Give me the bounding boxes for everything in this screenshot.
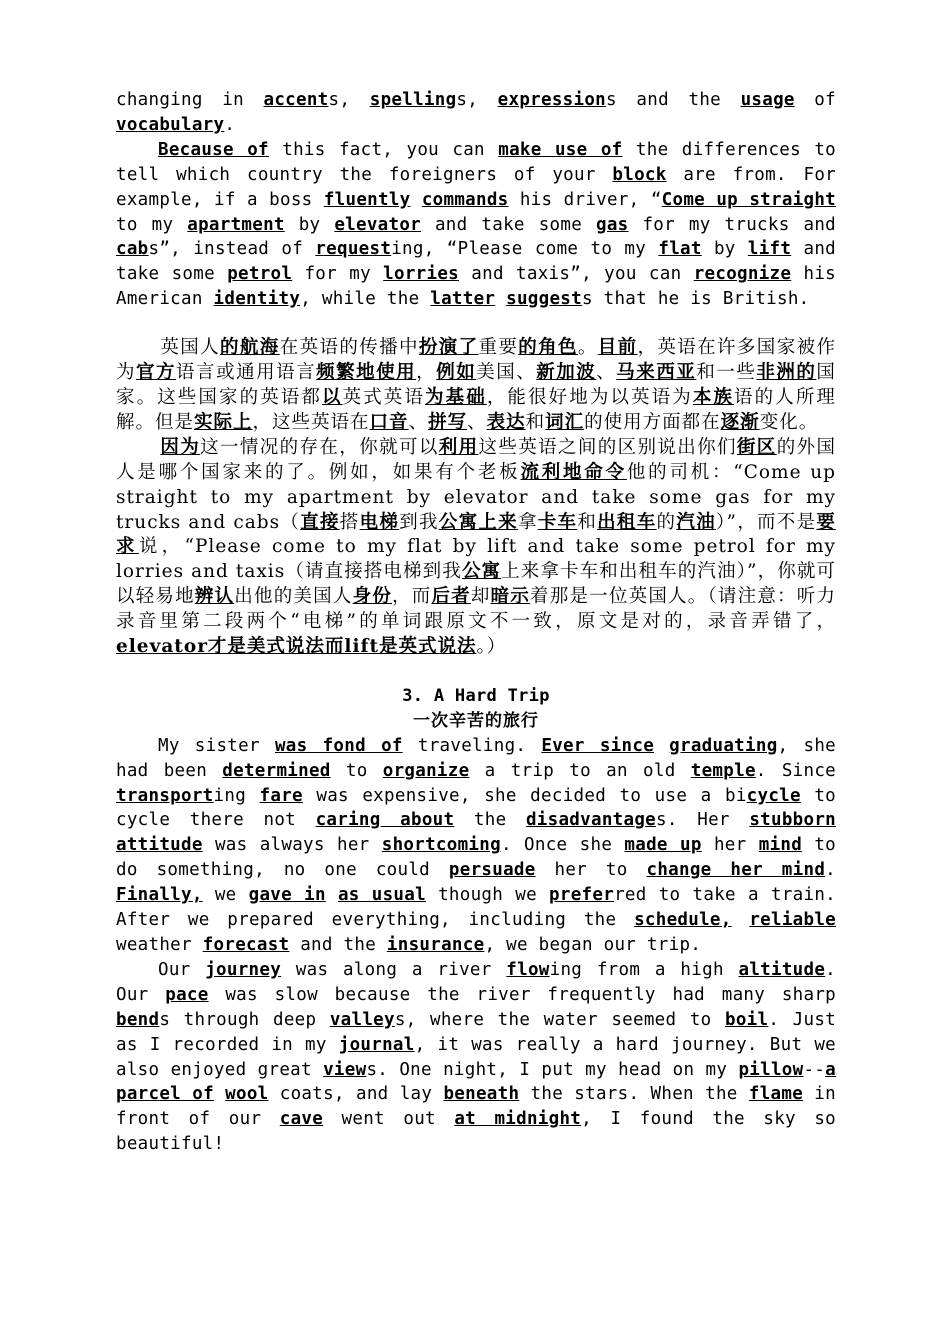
paragraph-2: Because of this fact, you can make use of the differences to tell which country the foreigners of your block are from. For example, if a boss fluently commands his driver, “Come up straight to my apartment by elevator and take some gas for my trucks and cabs”, instead of requesting, “Please come to my flat by lift and take some petrol for my lorries and taxis”, you can recognize his American identity, while the latter suggests that he is British. — [116, 139, 837, 310]
section-title: 3. A Hard Trip — [402, 685, 550, 706]
chinese-paragraph-2: 因为这一情况的存在，你就可以利用这些英语之间的区别说出你们街区的外国人是哪个国家来的了。例如，如果有个老板流利地命令他的司机：“Come up straight to my apartment by elevator and take some gas for my trucks and cabs（直接搭电梯到我公寓上来拿卡车和出租车的汽油）”，而不是要求说，“Please come to my flat by lift and take some petrol for my lorries and taxis（请直接搭电梯到我公寓上来拿卡车和出租车的汽油）”，你就可以轻易地辨认出他的美国人身份，而后者却暗示着那是一位英国人。（请注意：听力录音里第二段两个“电梯”的单词跟原文不一致，原文是对的，录音弄错了，elevator才是美式说法而lift是英式说法。） — [116, 436, 836, 658]
section-title-zh: 一次辛苦的旅行 — [413, 710, 539, 731]
chinese-paragraph-1: 英国人的航海在英语的传播中扮演了重要的角色。目前，英语在许多国家被作为官方语言或通用语言频繁地使用，例如美国、新加波、马来西亚和一些非洲的国家。这些国家的英语都以英式英语为基础，能很好地为以英语为本族语的人所理解。但是实际上，这些英语在口音、拼写、表达和词汇的使用方面都在逐渐变化。 — [116, 337, 836, 433]
paragraph-3: My sister was fond of traveling. Ever since graduating, she had been determined to organize a trip to an old temple. Since transporting fare was expensive, she decided to use a bicycle to cycle there not caring about the disadvantages. Her stubborn attitude was always her shortcoming. Once she made up her mind to do something, no one could persuade her to change her mind. Finally, we gave in as usual though we preferred to take a train. After we prepared everything, including the schedule, reliable weather forecast and the insurance, we began our trip. — [116, 735, 837, 955]
document-page — [116, 88, 836, 1157]
paragraph-4: Our journey was along a river flowing from a high altitude. Our pace was slow because the river frequently had many sharp bends through deep valleys, where the water seemed to boil. Just as I recorded in my journal, it was really a hard journey. But we also enjoyed great views. One night, I put my head on my pillow--a parcel of wool coats, and lay beneath the stars. When the flame in front of our cave went out at midnight, I found the sky so beautiful! — [116, 959, 837, 1155]
paragraph-1-tail: changing in accents, spellings, expressions and the usage of vocabulary. — [116, 90, 836, 135]
